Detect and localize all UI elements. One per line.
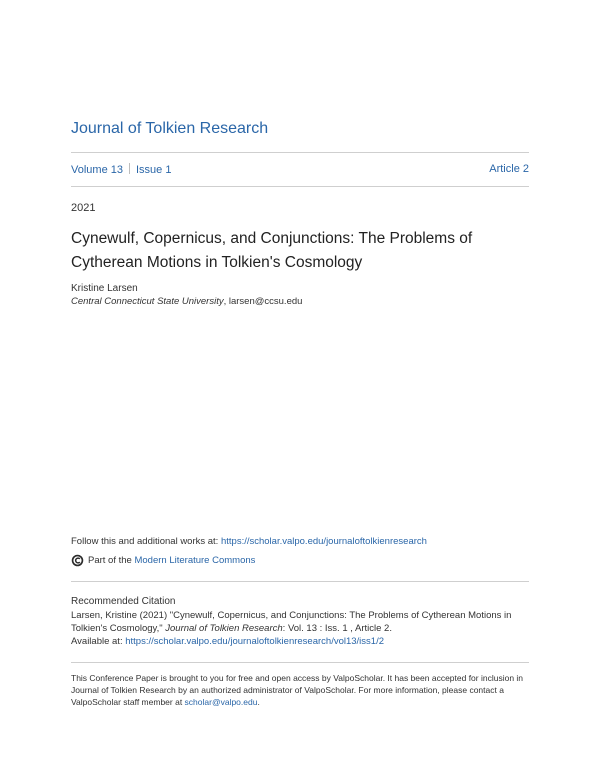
- contact-email-link[interactable]: scholar@valpo.edu: [184, 697, 258, 707]
- citation-text: [71, 609, 533, 648]
- paper-title-line-1: Cynewulf, Copernicus, and Conjunctions: The Problems of: [71, 230, 473, 247]
- article-url-link[interactable]: https://scholar.valpo.edu/journaloftolkienresearch/vol13/iss1/2: [125, 636, 384, 647]
- available-label: Available at:: [71, 636, 126, 647]
- issue-link[interactable]: Issue 1: [135, 164, 172, 176]
- citation-text-1: Larsen, Kristine (2021) "Cynewulf, Copernicus, and Conjunctions: The Problems of Cytherean Motions in Tolkien's Cosmology,": [71, 610, 512, 634]
- paper-title-line-2: Cytherean Motions in Tolkien's Cosmology: [71, 254, 363, 271]
- author-name: Kristine Larsen: [71, 283, 138, 294]
- affiliation-name: Central Connecticut State University: [71, 296, 224, 307]
- volume-link[interactable]: Volume 13: [71, 164, 123, 176]
- separator: [129, 163, 130, 174]
- top-divider: [71, 152, 529, 153]
- notice-end: .: [257, 697, 260, 707]
- follow-line: [71, 536, 427, 547]
- issue-divider: [71, 186, 529, 187]
- journal-title-link[interactable]: Journal of Tolkien Research: [71, 120, 269, 137]
- author-email: , larsen@ccsu.edu: [223, 296, 303, 307]
- citation-divider: [71, 581, 529, 582]
- author-affiliation: [71, 296, 302, 307]
- citation-heading: Recommended Citation: [71, 596, 176, 607]
- notice-text: This Conference Paper is brought to you for free and open access by ValpoScholar. It has been accepted for inclusion in Journal of Tolkien Research by an authorized administrator of ValpoScholar. For more information, please contact a ValpoScholar staff member at: [71, 673, 524, 707]
- collection-link[interactable]: https://scholar.valpo.edu/journaloftolkienresearch: [220, 536, 427, 547]
- citation-text-2: : Vol. 13 : Iss. 1 , Article 2.: [282, 623, 392, 634]
- follow-text: Follow this and additional works at:: [71, 536, 221, 547]
- modern-literature-commons-link[interactable]: Modern Literature Commons: [134, 555, 256, 566]
- citation-journal: Journal of Tolkien Research: [165, 623, 283, 634]
- access-notice: [71, 672, 533, 708]
- notice-divider: [71, 662, 529, 663]
- paper-title: [71, 227, 529, 275]
- publication-year: 2021: [71, 202, 96, 214]
- issue-navigation: [71, 163, 529, 177]
- part-of-prefix: Part of the: [88, 555, 135, 566]
- creative-commons-icon: [71, 554, 84, 567]
- article-link[interactable]: Article 2: [489, 163, 529, 175]
